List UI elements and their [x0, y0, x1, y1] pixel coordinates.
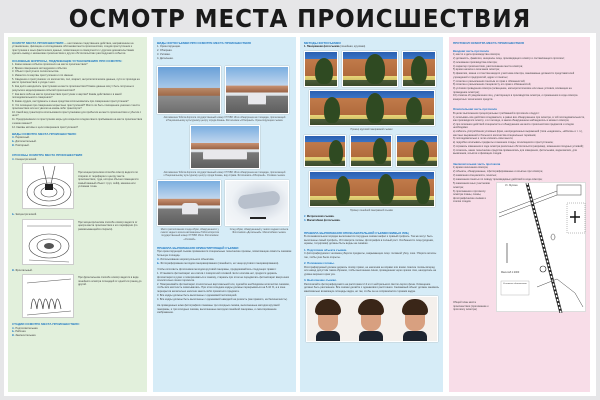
scale-bar [250, 217, 266, 219]
protocol-item: 10) отметка об уведомлении лиц, участвующих в производстве осмотра, о применении в ходе осмотра конкретных технических средств. [453, 94, 578, 101]
protocol-item: 7) отметка о разъяснении понятым их прав и обязанностей; [453, 79, 526, 83]
method-item-eccentric: Б. Эксцентрический. [12, 213, 37, 217]
stages-heading: СТАДИИ ОСМОТРА МЕСТА ПРОИСШЕСТВИЯ: [12, 322, 80, 327]
types-heading: ВИДЫ ОСМОТРА МЕСТА ПРОИСШЕСТВИЯ: [12, 132, 77, 137]
descriptive-part-heading: Описательная часть протокола [453, 107, 497, 112]
protocol-item: 4) характер происшествия, расположение места осмотра; [453, 64, 523, 68]
rules-intro: При ориентирующей съемке применяются специальные технические приемы, позволяющие охватить снимком большую площадь: [157, 250, 292, 257]
panorama-rule: 3. Все кадры должны быть выполнены с одинаковой экспозицией. [157, 293, 238, 297]
question-item: 1. Какое именно событие произошло на месте происшествия? [12, 62, 88, 66]
map-scale-label: Масштаб 1:2000 [501, 271, 520, 275]
scene-plan-map [496, 182, 586, 312]
step-label: 1. Подготовка объекта съемки. [304, 247, 347, 252]
photo-footprint-detail [225, 180, 289, 226]
protocol-item: 8) отметка о разъяснении специалисту его прав и обязанностей; [453, 83, 532, 87]
photo-row [157, 66, 292, 114]
portrait-front [356, 299, 386, 341]
protocol-item: 3) заявления специалиста, понятых; [453, 173, 497, 177]
protocol-item: 1) время окончания осмотра; [453, 166, 489, 170]
protocol-item: 2) при описании действий специалиста и обнаружения на месте происшествия предметов и следов необходимо: [453, 122, 574, 130]
rule-item: Б. Фотографирование методом панорамирования (линейного, но чаще кругового панорамирования). [157, 261, 279, 265]
method-item-concentric: А. Концентрический. [12, 157, 37, 161]
panorama-frame [402, 51, 436, 87]
rule-item: А. Использование широкоугольного объектива. [157, 257, 215, 261]
question-item: 6. Как долго находились преступники на месте происшествия? Какие данные могут быть получены в результате моделирования событий происшествия? [12, 85, 134, 92]
photo-type-item: 2. Обзорная. [157, 49, 173, 53]
method-item-frontal: В. Фронтальный. [12, 268, 33, 272]
car-shape [182, 203, 198, 215]
protocol-heading: ПРОТОКОЛ ОСМОТРА МЕСТА ПРОИСШЕСТВИЯ [453, 41, 524, 45]
photo-caption: След обуви, обнаруженный у левого заднего колеса. Фотоснимок «Детальный». Масштабная съемка. [229, 228, 289, 235]
photo-caption: Место расположения следа обуви, обнаруженного у левого заднего колеса автомашины Тойота-Королла государственный номер Х770ВХ 16rus. Фотоснимок «Узловой». [160, 228, 219, 241]
question-item: 7. Как вели себя на месте происшествия преступник и жертва? Каким действиям и в какой последовательности совершали? [12, 92, 122, 100]
map-side-text [453, 182, 493, 312]
protocol-item: 4) отмечать, какие технические средства применялись для измерения, фотосъемки, видеозаписи, для выявления, изъятия и фиксации следов. [453, 148, 577, 156]
step-label: 2. Положение головы. [304, 261, 335, 265]
protocol-item: 1) место и дата производства осмотра; [453, 53, 501, 57]
column-protocol [449, 37, 590, 392]
eccentric-spiral-icon [23, 220, 75, 266]
panorama-frame [396, 135, 438, 167]
circular-panorama-result [309, 90, 435, 126]
orienting-rules-heading: ПРАВИЛА ВЫПОЛНЕНИЯ ОРИЕНТИРУЮЩЕЙ СЪЕМКИ [157, 245, 239, 250]
method-description: При концентрическом способе осмотр ведется по спирали от периферии к центру места происшествия, туда, которое обычно помещается самый важный объект: труп, сейф, машина или условная точка. [78, 171, 139, 189]
linear-panorama-result [309, 171, 435, 207]
photo-caption: Автомашина Тойота-Королла государственный номер Х770ВХ 16rus обнаружена на площадке, прилегающей к Национальному культурному центру города Казань. Фотоснимок «Обзорный». Ориентирующая съемка. [163, 116, 286, 123]
question-item: 10. Какой вид транспорта использовался преступниками для прибытия на место происшествия и убытия с него? [12, 110, 142, 118]
circular-panorama-sources [304, 51, 439, 87]
photo-type-item: 3. Узловая. [157, 52, 171, 56]
panorama-frame [342, 51, 398, 87]
method-panoramic: 1. Панорамная фотосъемка (линейная, круговая) [304, 45, 366, 49]
step-label: 3. Выполнение съемки. [304, 278, 337, 282]
column-photo-types [153, 37, 296, 392]
questions-heading: ОСНОВНЫЕ ВОПРОСЫ, ПОДЛЕЖАЩИЕ УСТАНОВЛЕНИЮ ПРИ ОСМОТРЕ: [12, 58, 123, 63]
protocol-item: В целях выполнения процессуальных требований в протоколе следует: [453, 111, 540, 115]
final-part-heading: Заключительная часть протокола [453, 161, 501, 166]
panorama-frame [350, 135, 392, 167]
step-text: С фотографируемого человека уберите предметы, закрывающие лицо: головной убор, очки. Уберите волосы так, чтобы уши были открыты. [304, 252, 437, 259]
concentric-diagram [22, 163, 74, 209]
photo-footprint-location [157, 180, 221, 226]
method-description: При эксцентрическом способе осмотр ведется от центра места происшествия к его периферии (по разматывающейся спирали). [78, 220, 138, 231]
map-section [453, 182, 586, 312]
poster-title: ОСМОТР МЕСТА ПРОИСШЕСТВИЯ [68, 4, 532, 33]
intro-part-heading: Вводная часть протокола [453, 49, 489, 53]
type-item: Б. Дополнительный. [12, 140, 37, 144]
scene-map-icon [497, 183, 587, 313]
photo-car-side [190, 125, 260, 169]
identification-rules-heading: ПРАВИЛА ВЫПОЛНЕНИЯ ОПОЗНАВАТЕЛЬНОЙ СЪЕМКИ ЖИВЫХ ЛИЦ [304, 230, 409, 235]
column-inspection-basics [8, 37, 147, 392]
definition-text: — неотложное следственное действие, направленное на установление, фиксацию и исследование обстановки места происшествия, следов преступления и преступника и иных фактических данных, позволяющих в совокупности с другими доказательствами сделать вывод о механизме происшествия и других обстоятельствах расследуемого события. [12, 41, 135, 55]
protocol-item: 3) отражать изменения в ходе осмотра различных обстоятельств (например, изменения погодных условий); [453, 145, 584, 149]
question-item: 4. Имеются ли жертвы преступления и кто именно. [12, 74, 74, 78]
caption-row [157, 226, 292, 243]
step-text: Фотографируемый должен держать голову прямо, не наклоняя ее вправо или влево. Наклон головы вперед или назад допустим таким образом, чтобы мысленная линия, проведенная через зрачки глаз, находилась на уровне верхнего края уха. [304, 265, 437, 276]
photo-caption: Пример круговой панорамной съемки [350, 127, 393, 131]
panorama-intro: Чтобы изготовить фотоснимок методом круговой панорамы, придерживайтесь следующих правил: [157, 268, 277, 272]
step-text: Располагайте фотографируемого на расстоянии 2-3 м от нейтрального светло-серого фона. Освещение должно быть рассеянное. Все снимки делайте с одинакового расстояния. Снимаемый объект должен занимать максимально возможную площадь кадра, но так, чтобы он не соприкасался с краями кадра. [304, 282, 440, 293]
method-row [22, 219, 143, 265]
footprint-shape [237, 190, 281, 210]
protocol-item: 4) замечания понятых по поводу производимых действий в ходе осмотра; [453, 177, 543, 181]
questions-list [12, 63, 143, 129]
panorama-rule: 4. Все кадры должны быть выполнены с одинаковой наводкой на резкость (как правило, на бесконечность). [157, 297, 288, 301]
protocol-item: 2) объекты, обнаруженные, сфотографированные и изъятые при осмотре; [453, 169, 544, 173]
map-street-label: Ул. Мусина [505, 184, 518, 188]
photo-types-heading: ВИДЫ ФОТОСЪЕМКИ ПРИ ОСМОТРЕ МЕСТА ПРОИСШЕСТВИЯ [157, 41, 251, 45]
frontal-diagram [22, 274, 74, 318]
protocol-item: 3) основание производства осмотра; [453, 60, 498, 64]
type-item: А. Первичный. [12, 136, 30, 140]
question-item: 12. Каковы мотивы и цели совершения преступления? [12, 125, 79, 129]
protocol-item: 1) описывать все действия следователя, а равно все обнаруженное при осмотре, в той последовательности, как производился осмотр, и в том виде, в каком обнаруженное наблюдалось в момент осмотра; [453, 115, 585, 123]
portrait-left-profile [313, 299, 343, 341]
stage-item: А. Подготовительная. [12, 326, 39, 330]
protocol-item: б) последовательно и четко излагать свои мысли; [453, 137, 514, 141]
method-description: При фронтальном способе осмотр ведется в виде линейного осмотра площадей от одной из границ до другой. [78, 276, 142, 287]
photo-orienting [157, 66, 221, 114]
map-legend-title: Условные обозначения [503, 283, 527, 286]
panorama-frame [304, 135, 346, 167]
protocol-item: а) избегать употребления условных фраз, неопределенных выражений (типа «недалеко», «вблизи» и т. п.), местных выражений и большого количества специальных терминов; [453, 130, 583, 137]
photo-row [157, 180, 292, 226]
method-row [22, 274, 143, 318]
photo-car-rear [225, 66, 289, 114]
question-item: 2. Время совершения исследуемого события. [12, 66, 68, 70]
photo-methods-heading: МЕТОДЫ ФОТОСЪЕМКИ [304, 41, 341, 45]
protocol-item: 5) время начала и окончания осмотра; [453, 68, 500, 72]
photo-caption: Автомашина Тойота-Королла государственный номер Х770ВХ 16rus обнаружена на площадке, прилегающей к Национальному культурному центру города Казань, вид справа. Фотоснимок «Обзорный». Узловая съемка. [163, 170, 286, 177]
question-item: 11. Предпринимали ли преступники меры для сокрытия следов своего пребывания на месте происшествия и какие именно? [12, 118, 143, 125]
type-item: В. Повторный. [12, 143, 30, 147]
panorama-outro: На приведенных ниже фотографиях показаны три исходных снимка, выполненные методом круговой панорамы, и три исходных снимка, выполненные методом линейной панорамы, и смонтированное изображение. [157, 304, 280, 314]
photo-caption: Пример линейной панорамной съемки [350, 209, 393, 212]
concentric-spiral-icon [23, 164, 75, 210]
method-row [22, 163, 143, 209]
frontal-zigzag-icon [23, 275, 75, 319]
question-item: 5. Сведения о преступниках: их количество, пол, возраст, антропологические данные, пути их прихода на место происшествия и ухода с него. [12, 77, 140, 85]
column-photo-methods [300, 37, 443, 392]
eccentric-diagram [22, 219, 74, 265]
panorama-rule: 1. Установите фотоаппарат на штатив с поворотной головкой. Если штатива нет, придется держать фотоаппарат в руках и поворачиваться к самому, стараясь при этом не передвигать фотоаппарат вверх-вниз относительно линии горизонта. [157, 272, 290, 283]
map-caption: Общий план места происшествия (приложение к протоколу осмотра) [453, 301, 489, 312]
definition [12, 41, 143, 56]
identification-photos [306, 296, 438, 342]
protocol-item: 6) приложения к протоколу осмотра планы, схемы, фотографические снимки и слепки следов. [453, 189, 487, 204]
photo-type-item: 1. Ориентирующая. [157, 45, 181, 49]
portrait-right-profile [400, 299, 430, 341]
method-item: 3. Масштабная фотосъемка. [304, 219, 341, 222]
protocol-item: 5) замечания иных участников осмотра; [453, 182, 490, 189]
identification-intro: В опознавательном порядке выполняются погрудные снимки анфас и правый профиль. Так же могут быть выполнены левый профиль, 3/4 поворота головы, фотография в полный рост. Особенности лица (родинки, шрамы, татуировки) должны быть видны на снимках. [304, 235, 434, 245]
definition-term: ОСМОТР МЕСТА ПРОИСШЕСТВИЯ [12, 40, 64, 45]
photo-type-item: 4. Детальная. [157, 56, 174, 60]
question-item: 3. Объект преступного посягательства. [12, 70, 60, 74]
protocol-item: 9) условия проведения осмотра (освещение, метеорологические или иные условия, влияющие на проведение осмотра); [453, 87, 572, 94]
linear-panorama-sources [304, 135, 439, 167]
protocol-item: 6) фамилии, имена и отчества каждого участника осмотра, занимаемые должности представителей учреждений и предприятий, адрес и понятых; [453, 72, 575, 79]
car-shape [203, 150, 247, 160]
protocol-item: 2) должность, фамилия, инициалы лица, производящего осмотр и составляющего протокол; [453, 57, 565, 61]
panorama-rule: 2. Поворачивайте фотоаппарат относительно вертикальной оси, сделайте необходимое количество снимков, чтобы вся местность охватывалась. При этом соседние кадры должны перекрываться на 5-10 %, а в зоне перекрытия желательно наличие какого-либо приметного предмета. [157, 282, 290, 293]
protocol-item: в) подробно описывать предметы и внешние следы, относящиеся к преступлению; [453, 141, 554, 145]
method-item: 2. Метрическая съемка. [304, 215, 335, 219]
stage-item: Б. Рабочая. [12, 330, 27, 334]
methods-heading: СПОСОБЫ ОСМОТРА МЕСТА ПРОИСШЕСТВИЯ [12, 153, 83, 158]
panorama-frame [304, 51, 338, 87]
stage-item: В. Заключительная. [12, 334, 37, 338]
question-item: 9. Что похищено при совершении корыстных преступлений? Могло ли быть похищенное унесено с места происшествия или его увезли на каком-либо транспорте? [12, 103, 140, 111]
question-item: 8. Какие орудия, инструменты и иные средства использовались при совершении преступления? [12, 99, 129, 103]
car-shape [248, 93, 266, 105]
